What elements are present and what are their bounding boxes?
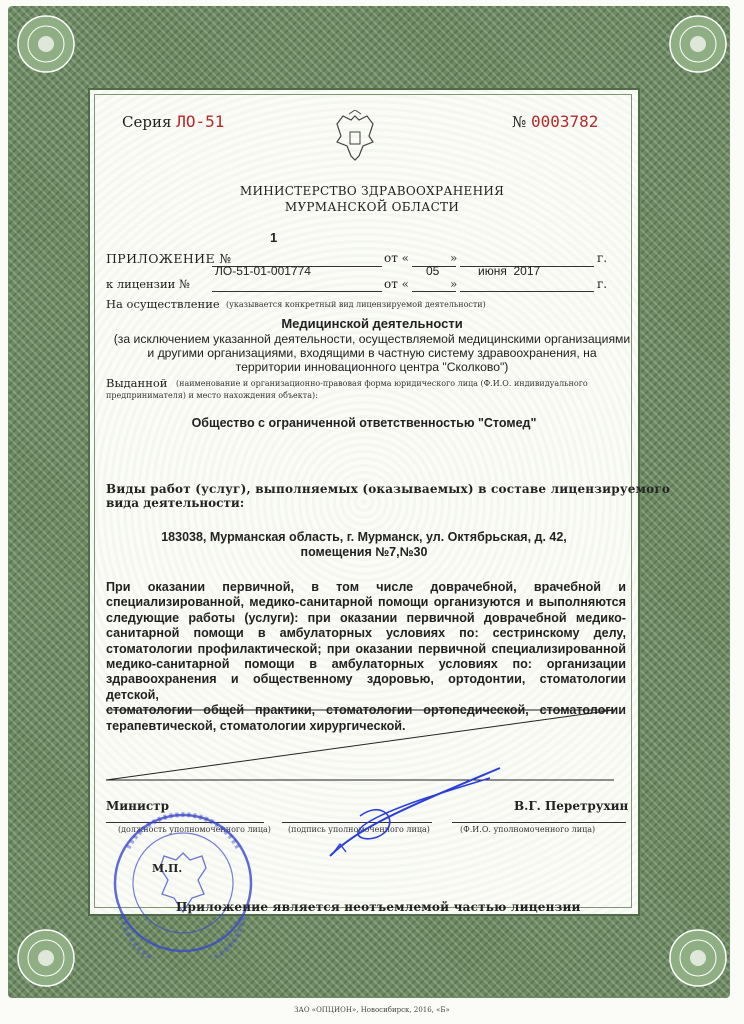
activity-desc-line: и другими организациями, входящими в частную систему здравоохранения, на [147,346,597,360]
activity-label: На осуществление [106,297,220,311]
license-date-close: » [450,277,458,291]
license-date-from: от « [384,277,410,291]
document-number [512,112,598,131]
license-year-suffix: г. [597,277,608,291]
appendix-year-suffix: г. [597,251,608,265]
caption-position: (должность уполномоченного лица) [118,825,271,834]
caption-sign: (подпись уполномоченного лица) [288,825,430,834]
appendix-date-close: » [450,251,458,265]
handwritten-signature [300,756,530,866]
license-month-year: июня 2017 [478,264,541,278]
printer-imprint: ЗАО «ОПЦИОН», Новосибирск, 2016, «Б» [294,1006,450,1014]
appendix-number: 1 [270,230,278,245]
activity-title: Медицинской деятельности [281,316,463,331]
number-value: 0003782 [530,112,599,131]
works-text-line: При оказании первичной, в том числе доврачебной, врачебной и [106,580,626,594]
corner-rosette-icon [666,12,730,76]
series-label: Серия [122,113,172,131]
license-label: к лицензии № [106,277,190,291]
footer-note: Приложение является неотъемлемой частью лицензии [176,900,581,914]
address-line-1: 183038, Мурманская область, г. Мурманск, ул. Октябрьская, д. 42, [161,530,567,544]
ministry-line-2: МУРМАНСКОЙ ОБЛАСТИ [284,200,460,214]
license-day: 05 [426,264,440,278]
activity-desc-line: территории инновационного центра "Сколково") [235,360,509,374]
signatory-name: В.Г. Перетрухин [514,799,629,813]
license-underline [212,291,382,292]
series-value: ЛО-51 [176,112,225,131]
works-label-line-1: Виды работ (услуг), выполняемых (оказываемых) в составе лицензируемого [106,482,671,496]
caption-name: (Ф.И.О. уполномоченного лица) [460,825,596,834]
issued-label: Выданной [106,376,168,390]
address-line-2: помещения №7,№30 [300,545,428,559]
corner-rosette-icon [14,926,78,990]
license-month-underline [460,291,594,292]
coat-of-arms-icon [333,110,377,162]
license-day-underline [412,291,456,292]
issued-hint-line-2: предпринимателя) и место нахождения объекта): [106,391,318,400]
works-text-line: санитарной помощи в амбулаторных условиях по: сестринскому делу, [106,626,626,641]
activity-hint: (указывается конкретный вид лицензируемой деятельности) [226,300,486,309]
works-text-line: терапевтической, стоматологии хирургической. [106,718,406,733]
series [122,112,224,131]
appendix-label: ПРИЛОЖЕНИЕ № [106,251,232,266]
stamp-mark: М.П. [152,862,183,875]
ministry-line-1: МИНИСТЕРСТВО ЗДРАВООХРАНЕНИЯ [239,184,505,198]
works-text-line: стоматологии общей практики, стоматологии ортопедической, стоматологии [106,703,626,718]
works-text-line: следующие работы (услуги): при оказании первичной доврачебной медико- [106,610,626,625]
signatory-position: Министр [106,799,169,813]
works-text-line: медико-санитарной помощи в амбулаторных условиях по: организации [106,657,626,672]
activity-desc-line: (за исключением указанной деятельности, осуществляемой медицинскими организациями [113,332,631,346]
number-label: № [512,113,527,131]
works-text-line: специализированной, медико-санитарной помощи организуются и выполняются [106,595,626,610]
works-text-line: стоматологии профилактической; при оказании первичной специализированной [106,641,626,656]
works-text-line: здравоохранения и общественному здоровью, ортодонтии, стоматологии детской, [106,672,626,702]
official-stamp [98,808,268,958]
corner-rosette-icon [666,926,730,990]
license-number: ЛО-51-01-001774 [215,264,311,278]
works-label-line-2: вида деятельности: [106,496,245,510]
appendix-date-from: от « [384,251,410,265]
corner-rosette-icon [14,12,78,76]
organization-name: Общество с ограниченной ответственностью "Стомед" [191,416,537,430]
issued-hint-line-1: (наименование и организационно-правовая форма юридического лица (Ф.И.О. индивидуального [176,379,588,388]
